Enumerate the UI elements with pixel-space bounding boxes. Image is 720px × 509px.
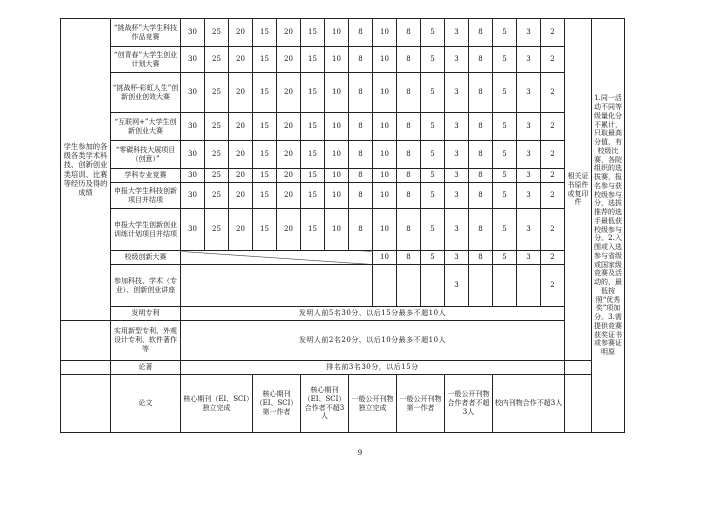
item-name: 发明专利 <box>111 307 181 321</box>
score-cell: 5 <box>493 19 517 47</box>
score-cell: 8 <box>397 113 421 141</box>
empty-cell <box>493 265 517 307</box>
score-cell: 15 <box>301 47 325 73</box>
competition-row <box>61 19 663 47</box>
score-cell: 8 <box>469 251 493 265</box>
score-cell: 2 <box>541 265 565 307</box>
item-name: 校级创新大赛 <box>111 251 181 265</box>
item-name: “零碳科技大展项目（创意）” <box>111 141 181 169</box>
score-cell: 30 <box>181 47 205 73</box>
item-name: 学科专业竞赛 <box>111 169 181 183</box>
score-cell: 3 <box>517 113 541 141</box>
score-cell: 5 <box>421 19 445 47</box>
score-cell: 10 <box>325 183 349 209</box>
score-cell: 20 <box>277 19 301 47</box>
score-cell: 10 <box>325 73 349 113</box>
score-cell: 30 <box>181 209 205 251</box>
score-cell: 25 <box>205 169 229 183</box>
score-cell: 30 <box>181 169 205 183</box>
score-cell: 3 <box>445 19 469 47</box>
score-cell: 8 <box>349 73 373 113</box>
score-cell: 15 <box>253 209 277 251</box>
score-cell: 2 <box>541 141 565 169</box>
score-cell: 30 <box>181 141 205 169</box>
score-cell: 3 <box>445 113 469 141</box>
paper-type: 核心期刊（EI、SCI）第一作者 <box>253 375 301 433</box>
score-cell: 30 <box>181 73 205 113</box>
paper-type: 一般公开刊物合作者者不超3人 <box>445 375 493 433</box>
score-cell: 5 <box>493 113 517 141</box>
score-cell: 3 <box>517 251 541 265</box>
score-cell: 8 <box>469 141 493 169</box>
score-cell: 3 <box>445 251 469 265</box>
rule-text: 发明人前2名20分、以后10分最多不超10人 <box>181 321 565 361</box>
category-cell: 学生参加的各级各类学术科技、创新创业类培训、比赛等经历及得的成绩 <box>61 19 111 321</box>
score-cell: 10 <box>325 169 349 183</box>
score-cell: 15 <box>301 113 325 141</box>
empty-cell <box>517 265 541 307</box>
paper-type: 校内刊物合作不超3人 <box>493 375 565 433</box>
score-cell: 8 <box>469 169 493 183</box>
empty-cell <box>421 265 445 307</box>
score-cell: 3 <box>445 141 469 169</box>
score-cell: 15 <box>253 141 277 169</box>
empty-cell <box>397 265 421 307</box>
score-cell: 10 <box>373 113 397 141</box>
score-cell: 3 <box>517 183 541 209</box>
score-cell: 20 <box>229 19 253 47</box>
score-cell: 15 <box>253 169 277 183</box>
score-cell: 5 <box>421 169 445 183</box>
score-cell: 10 <box>373 19 397 47</box>
score-cell: 8 <box>349 141 373 169</box>
score-cell: 10 <box>325 47 349 73</box>
score-cell: 2 <box>541 73 565 113</box>
score-cell: 5 <box>493 251 517 265</box>
score-cell: 3 <box>517 19 541 47</box>
score-cell: 3 <box>445 73 469 113</box>
score-cell: 15 <box>253 113 277 141</box>
score-cell: 5 <box>421 209 445 251</box>
score-cell: 30 <box>181 113 205 141</box>
score-cell: 5 <box>421 47 445 73</box>
item-name: 论文 <box>111 375 181 433</box>
score-cell: 8 <box>469 47 493 73</box>
score-cell: 10 <box>373 141 397 169</box>
score-cell: 10 <box>373 251 397 265</box>
score-cell: 25 <box>205 73 229 113</box>
score-cell: 10 <box>373 73 397 113</box>
empty-cell <box>469 265 493 307</box>
score-cell: 8 <box>397 73 421 113</box>
score-cell: 20 <box>277 209 301 251</box>
score-cell: 20 <box>229 141 253 169</box>
item-name: 实用新型专利、外观设计专利、软件著作等 <box>111 321 181 361</box>
remarks-cell: 1.同一活动不同等级量化分不累计，只取最高分值，有校级比赛，各院组织的选拔赛，报名参与获校级参与分，选拔推荐的选手最低获校级参与分。2.入围或入选参与省级或国家级竞赛及活动的，最低按照“优秀奖”项加分。3.需提供竞赛获奖证书或参赛证明原 <box>592 19 625 433</box>
score-cell: 2 <box>541 209 565 251</box>
item-name: 申报大学生科技创新项目并结项 <box>111 183 181 209</box>
item-name: “挑战杯”大学生科技作品竞赛 <box>111 19 181 47</box>
score-cell: 20 <box>277 183 301 209</box>
score-cell: 15 <box>301 19 325 47</box>
page-number: 9 <box>357 449 363 457</box>
score-cell: 15 <box>253 19 277 47</box>
score-cell: 5 <box>421 251 445 265</box>
score-cell: 3 <box>445 183 469 209</box>
score-cell: 10 <box>373 209 397 251</box>
score-cell: 3 <box>445 265 469 307</box>
paper-type: 一般公开刊物第一作者 <box>397 375 445 433</box>
score-cell: 5 <box>421 141 445 169</box>
paper-type: 核心期刊（EI、SCI）合作者不超3人 <box>301 375 349 433</box>
score-cell: 20 <box>229 113 253 141</box>
score-cell: 15 <box>253 47 277 73</box>
treatise-row <box>61 361 663 375</box>
score-cell: 15 <box>253 183 277 209</box>
score-cell: 2 <box>541 47 565 73</box>
score-cell: 5 <box>493 73 517 113</box>
score-cell: 15 <box>301 209 325 251</box>
score-cell: 5 <box>421 73 445 113</box>
score-cell: 8 <box>349 47 373 73</box>
score-cell: 25 <box>205 47 229 73</box>
score-cell: 8 <box>397 209 421 251</box>
score-cell: 10 <box>373 47 397 73</box>
score-cell: 20 <box>277 169 301 183</box>
score-cell: 25 <box>205 183 229 209</box>
score-cell: 2 <box>541 113 565 141</box>
score-cell: 10 <box>325 19 349 47</box>
score-cell: 8 <box>349 19 373 47</box>
empty-cell <box>61 361 111 375</box>
score-cell: 3 <box>517 47 541 73</box>
score-cell: 25 <box>205 19 229 47</box>
score-cell: 8 <box>469 183 493 209</box>
score-cell: 8 <box>349 209 373 251</box>
rule-text: 排名前3名30分，以后15分 <box>181 361 565 375</box>
score-cell: 20 <box>229 209 253 251</box>
score-cell: 10 <box>325 113 349 141</box>
empty-cell <box>373 265 397 307</box>
score-cell: 8 <box>349 183 373 209</box>
item-name: 论著 <box>111 361 181 375</box>
score-cell: 8 <box>349 113 373 141</box>
empty-cell <box>61 375 111 433</box>
score-cell: 15 <box>301 73 325 113</box>
paper-row <box>61 375 663 433</box>
score-cell: 20 <box>229 169 253 183</box>
empty-cell <box>565 375 592 433</box>
score-cell: 3 <box>517 209 541 251</box>
score-cell: 8 <box>397 183 421 209</box>
empty-cell <box>181 265 373 307</box>
score-cell: 20 <box>229 183 253 209</box>
paper-type: 核心期刊（EI、SCI）独立完成 <box>181 375 253 433</box>
score-cell: 3 <box>445 209 469 251</box>
score-cell: 5 <box>493 169 517 183</box>
score-cell: 2 <box>541 169 565 183</box>
item-name: “创青春”大学生创业计划大赛 <box>111 47 181 73</box>
score-cell: 20 <box>277 47 301 73</box>
score-cell: 25 <box>205 113 229 141</box>
score-cell: 15 <box>301 141 325 169</box>
score-cell: 10 <box>373 183 397 209</box>
score-cell: 5 <box>493 47 517 73</box>
score-cell: 3 <box>445 169 469 183</box>
score-cell: 8 <box>397 47 421 73</box>
score-cell: 15 <box>301 169 325 183</box>
score-table <box>60 18 663 433</box>
score-cell: 8 <box>469 209 493 251</box>
score-cell: 2 <box>541 183 565 209</box>
score-cell: 3 <box>517 73 541 113</box>
rule-text: 发明人前5名30分、以后15分最多不超10人 <box>181 307 565 321</box>
item-name: “挑战杯-彩虹人生”创新创业创效大赛 <box>111 73 181 113</box>
score-cell: 10 <box>325 209 349 251</box>
item-name: 申报大学生创新创业训练计划项目并结项 <box>111 209 181 251</box>
score-cell: 8 <box>397 251 421 265</box>
score-cell: 10 <box>325 141 349 169</box>
score-cell: 8 <box>469 19 493 47</box>
score-cell: 20 <box>229 47 253 73</box>
score-cell: 15 <box>253 73 277 113</box>
score-cell: 8 <box>469 73 493 113</box>
score-cell: 25 <box>205 141 229 169</box>
certificate-cell: 相关证书原件或复印件 <box>565 19 592 361</box>
score-cell: 30 <box>181 183 205 209</box>
score-cell: 3 <box>517 169 541 183</box>
score-cell: 20 <box>277 141 301 169</box>
empty-cell <box>61 321 111 361</box>
score-cell: 8 <box>397 169 421 183</box>
item-name: “互联网+”大学生创新创业大赛 <box>111 113 181 141</box>
score-cell: 10 <box>373 169 397 183</box>
empty-cell <box>565 361 592 375</box>
score-cell: 15 <box>301 183 325 209</box>
score-cell: 3 <box>445 47 469 73</box>
score-cell: 30 <box>181 19 205 47</box>
score-cell: 8 <box>469 113 493 141</box>
score-cell: 3 <box>517 141 541 169</box>
score-cell: 20 <box>277 113 301 141</box>
score-cell: 8 <box>397 19 421 47</box>
score-cell: 5 <box>421 113 445 141</box>
score-cell: 8 <box>397 141 421 169</box>
score-cell: 2 <box>541 251 565 265</box>
score-cell: 5 <box>493 209 517 251</box>
item-name: 参加科技、学术（专业）、创新创业讲座 <box>111 265 181 307</box>
score-cell: 20 <box>277 73 301 113</box>
score-cell: 8 <box>349 169 373 183</box>
score-cell: 25 <box>205 209 229 251</box>
diagonal-cell <box>181 251 373 265</box>
score-cell: 5 <box>493 183 517 209</box>
score-cell: 5 <box>421 183 445 209</box>
paper-type: 一般公开刊物独立完成 <box>349 375 397 433</box>
score-cell: 20 <box>229 73 253 113</box>
score-cell: 5 <box>493 141 517 169</box>
score-cell: 2 <box>541 19 565 47</box>
